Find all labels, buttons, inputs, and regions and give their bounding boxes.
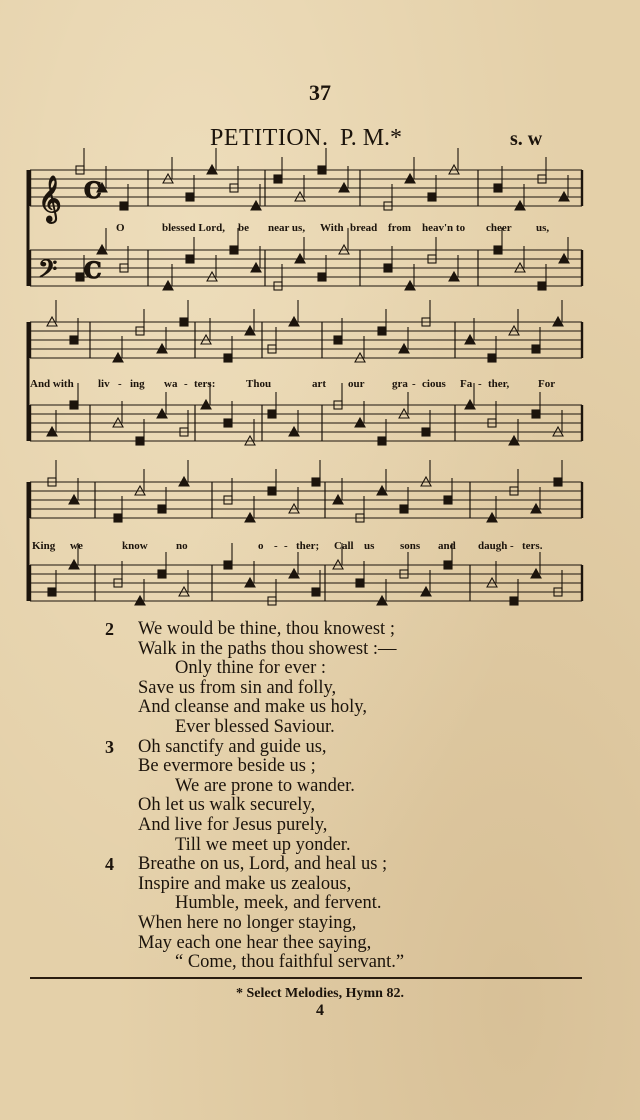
lyric-syllable: - xyxy=(284,540,288,552)
lyric-syllable: cheer xyxy=(486,222,512,234)
verse-line: Inspire and make us zealous, xyxy=(138,873,352,894)
note-head xyxy=(428,193,436,201)
bass-clef: 𝄢 xyxy=(38,255,58,290)
note-head xyxy=(384,264,392,272)
lyric-syllable: wa xyxy=(164,378,178,390)
note-head xyxy=(378,437,386,445)
lyric-syllable: near us, xyxy=(268,222,306,234)
lyric-syllable: heav'n to xyxy=(422,222,466,234)
lyric-syllable: cious xyxy=(422,378,446,390)
lyric-syllable: and xyxy=(438,540,456,552)
verse-line: And live for Jesus purely, xyxy=(138,814,328,835)
verse-line: Till we meet up yonder. xyxy=(175,834,351,855)
signature-mark: 4 xyxy=(316,1002,324,1019)
time-signature: C xyxy=(84,258,102,284)
footnote-divider xyxy=(30,977,582,979)
verse-line: Walk in the paths thou showest :— xyxy=(138,638,397,659)
lyric-syllable: art xyxy=(312,378,327,390)
note-head xyxy=(312,478,320,486)
verse-line: Oh sanctify and guide us, xyxy=(138,736,327,757)
verse-line: Ever blessed Saviour. xyxy=(175,716,335,737)
time-signature: C xyxy=(84,178,102,204)
footnote: * Select Melodies, Hymn 82. xyxy=(236,986,404,1001)
lyric-syllable: from xyxy=(388,222,412,234)
verse-line: Be evermore beside us ; xyxy=(138,756,316,777)
note-head xyxy=(378,327,386,335)
note-head xyxy=(268,410,276,418)
note-head xyxy=(186,255,194,263)
verse-number: 3 xyxy=(105,736,114,757)
lyric-syllable: us, xyxy=(536,222,550,234)
note-head xyxy=(48,588,56,596)
note-head xyxy=(400,505,408,513)
note-head xyxy=(318,166,326,174)
lyric-syllable: For xyxy=(538,378,556,390)
lyric-syllable: ther; xyxy=(296,540,320,552)
lyric-syllable: With xyxy=(320,222,344,234)
note-head xyxy=(158,505,166,513)
lyric-syllable: ters: xyxy=(194,378,216,390)
note-head xyxy=(422,428,430,436)
verse-line: May each one hear thee saying, xyxy=(138,932,372,953)
lyric-syllable: sons xyxy=(400,540,421,552)
lyric-syllable: liv xyxy=(98,378,110,390)
verse-number: 4 xyxy=(105,854,114,875)
verse-3 xyxy=(100,738,580,856)
note-head xyxy=(538,282,546,290)
lyric-syllable: daugh xyxy=(478,540,508,552)
lyric-syllable: our xyxy=(348,378,365,390)
lyric-syllable: Thou xyxy=(246,378,272,390)
hymn-title: PETITION. xyxy=(210,125,329,151)
lyric-syllable: - xyxy=(510,540,514,552)
note-head xyxy=(114,514,122,522)
note-head xyxy=(186,193,194,201)
lyric-syllable: us xyxy=(364,540,375,552)
verses xyxy=(100,620,580,973)
lyric-syllable: - xyxy=(274,540,278,552)
verse-4 xyxy=(100,855,580,973)
lyric-syllable: ters. xyxy=(522,540,543,552)
note-head xyxy=(494,184,502,192)
note-head xyxy=(136,437,144,445)
verse-line: Breathe on us, Lord, and heal us ; xyxy=(138,854,388,875)
lyric-syllable: Call xyxy=(334,540,354,552)
note-head xyxy=(444,561,452,569)
page-number: 37 xyxy=(309,80,331,105)
verse-line: Save us from sin and folly, xyxy=(138,677,337,698)
lyric-syllable: ing xyxy=(130,378,145,390)
treble-clef: 𝄞 xyxy=(38,176,62,222)
lyric-syllable: - xyxy=(184,378,188,390)
lyric-syllable: o xyxy=(258,540,264,552)
verse-line: Oh let us walk securely, xyxy=(138,795,316,816)
lyric-syllable: no xyxy=(176,540,188,552)
lyric-syllable: Fa xyxy=(460,378,473,390)
lyric-syllable: O xyxy=(116,222,125,234)
lyric-syllable: blessed Lord, xyxy=(162,222,225,234)
note-head xyxy=(494,246,502,254)
note-head xyxy=(224,561,232,569)
lyric-syllable: King xyxy=(32,540,56,552)
verse-number: 2 xyxy=(105,619,114,639)
note-head xyxy=(268,487,276,495)
note-head xyxy=(180,318,188,326)
note-head xyxy=(230,246,238,254)
note-head xyxy=(532,410,540,418)
lyric-syllable: know xyxy=(122,540,148,552)
note-head xyxy=(70,336,78,344)
verse-line: “ Come, thou faithful servant.” xyxy=(175,952,405,973)
note-head xyxy=(224,419,232,427)
verse-line: Humble, meek, and fervent. xyxy=(175,893,382,914)
lyric-syllable: - xyxy=(118,378,122,390)
note-head xyxy=(224,354,232,362)
lyric-syllable: ther, xyxy=(488,378,510,390)
verse-line: When here no longer staying, xyxy=(138,912,357,933)
note-head xyxy=(120,202,128,210)
note-head xyxy=(76,273,84,281)
note-head xyxy=(554,478,562,486)
note-head xyxy=(356,579,364,587)
lyric-syllable: And with xyxy=(30,378,74,390)
lyric-syllable: gra xyxy=(392,378,408,390)
verse-line: Only thine for ever : xyxy=(175,658,327,679)
note-head xyxy=(510,597,518,605)
note-head xyxy=(444,496,452,504)
note-head xyxy=(318,273,326,281)
lyric-syllable: bread xyxy=(350,222,378,234)
lyric-syllable: - xyxy=(478,378,482,390)
note-head xyxy=(334,336,342,344)
composer-initials: s. w xyxy=(510,128,543,150)
note-head xyxy=(274,175,282,183)
lyric-syllable: we xyxy=(70,540,83,552)
note-head xyxy=(532,345,540,353)
verse-line: And cleanse and make us holy, xyxy=(138,697,367,718)
note-head xyxy=(158,570,166,578)
hymn-meter: P. M.* xyxy=(340,125,403,151)
verse-line: We are prone to wander. xyxy=(175,775,355,796)
lyric-syllable: be xyxy=(238,222,249,234)
verse-2 xyxy=(100,620,580,738)
note-head xyxy=(312,588,320,596)
note-head xyxy=(70,401,78,409)
lyric-syllable: - xyxy=(412,378,416,390)
note-head xyxy=(488,354,496,362)
verse-line: We would be thine, thou knowest ; xyxy=(138,619,395,639)
